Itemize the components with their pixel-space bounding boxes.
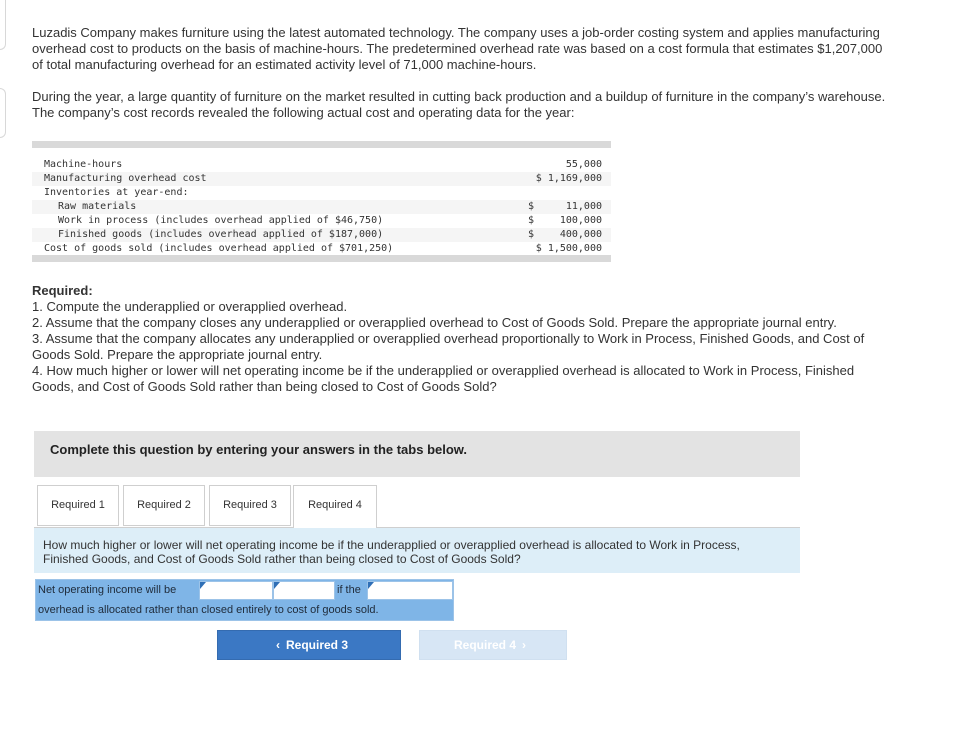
- tab-required-2[interactable]: Required 2: [123, 485, 205, 526]
- problem-intro: Luzadis Company makes furniture using the latest automated technology. The company uses a job-order costing system and applies manufacturing overhead cost to products on the basis of machine-hours. The predetermined overhead rate was based on a cost formula that estimates $1,207,000 of total manufacturing overhead for an estimated activity level of 71,000 machine-hours.: [32, 25, 883, 72]
- cost-data-table: [32, 141, 611, 262]
- instruction-text: Complete this question by entering your answers in the tabs below.: [50, 442, 468, 457]
- required-section: [32, 283, 892, 395]
- instruction-banner: [34, 431, 800, 477]
- flag-icon: [368, 582, 374, 589]
- under-over-select[interactable]: [367, 581, 453, 600]
- answer-label-end: overhead is allocated rather than closed entirely to cost of goods sold.: [38, 604, 379, 616]
- answer-form: [35, 579, 454, 621]
- question-text: How much higher or lower will net operating income be if the underapplied or overapplied overhead is allocated to Work in Process, Finished Goods, and Cost of Goods Sold rather than being closed to Cost of Goods Sold?: [43, 538, 740, 566]
- answer-label-start: Net operating income will be: [38, 584, 177, 596]
- tab-required-3[interactable]: Required 3: [209, 485, 291, 526]
- next-required-button[interactable]: Required 4 ›: [419, 630, 567, 660]
- tab-required-1[interactable]: Required 1: [37, 485, 119, 526]
- table-row: Raw materials $ 11,000: [32, 200, 611, 214]
- left-edge-decoration: [0, 88, 6, 138]
- table-row: Work in process (includes overhead applied of $46,750) $ 100,000: [58, 215, 602, 226]
- required-item-3: 3. Assume that the company allocates any underapplied or overapplied overhead proportionally to Work in Process, Finished Goods, and Cost of Goods Sold. Prepare the appropriate journal entry.: [32, 331, 865, 362]
- table-row: Machine-hours 55,000: [44, 159, 602, 170]
- higher-lower-select[interactable]: [199, 581, 273, 600]
- table-row: Finished goods (includes overhead applied of $187,000) $ 400,000: [32, 228, 611, 242]
- table-row: Manufacturing overhead cost $ 1,169,000: [32, 172, 611, 186]
- required-item-1: 1. Compute the underapplied or overapplied overhead.: [32, 299, 348, 314]
- required-item-4: 4. How much higher or lower will net operating income be if the underapplied or overapplied overhead is allocated to Work in Process, Finished Goods, and Cost of Goods Sold rather than being closed to Cost of Goods Sold?: [32, 363, 855, 394]
- answer-label-middle: if the: [337, 584, 361, 596]
- amount-input[interactable]: [273, 581, 335, 600]
- tab-required-4[interactable]: Required 4: [293, 485, 377, 528]
- flag-icon: [274, 582, 280, 589]
- chevron-right-icon: ›: [522, 638, 526, 652]
- table-row: Cost of goods sold (includes overhead applied of $701,250) $ 1,500,000: [44, 243, 602, 254]
- left-edge-decoration: [0, 0, 6, 50]
- question-panel: [34, 528, 800, 573]
- flag-icon: [200, 582, 206, 589]
- chevron-left-icon: ‹: [275, 638, 280, 652]
- table-row: Inventories at year-end:: [44, 187, 189, 198]
- problem-context: During the year, a large quantity of furniture on the market resulted in cutting back production and a buildup of furniture in the company’s warehouse. The company’s cost records revealed the following actual cost and operating data for the year:: [32, 89, 886, 120]
- required-heading: Required:: [32, 283, 93, 298]
- prev-required-button[interactable]: ‹ Required 3: [217, 630, 401, 660]
- required-item-2: 2. Assume that the company closes any underapplied or overapplied overhead to Cost of Goods Sold. Prepare the appropriate journal entry.: [32, 315, 837, 330]
